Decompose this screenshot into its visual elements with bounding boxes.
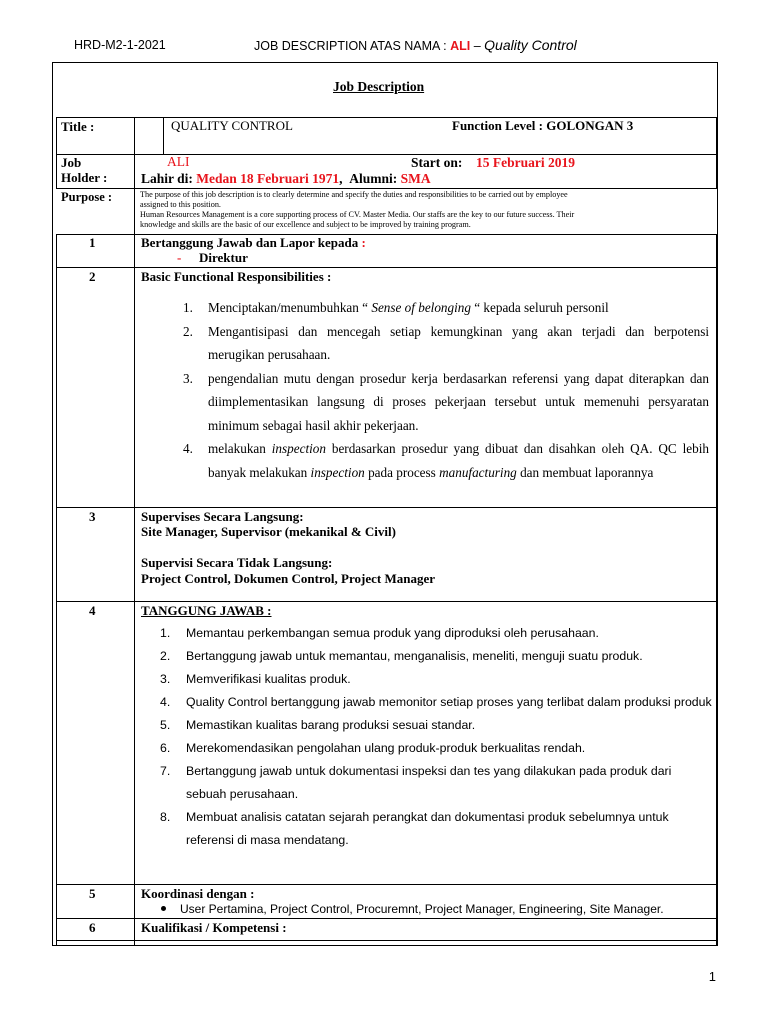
doc-code: HRD-M2-1-2021 bbox=[74, 38, 166, 52]
purpose-label: Purpose : bbox=[61, 190, 113, 204]
function-level: Function Level : GOLONGAN 3 bbox=[452, 118, 634, 133]
list-number: 5. bbox=[160, 718, 171, 732]
item-text: melakukan bbox=[208, 441, 272, 456]
section-2-title: Basic Functional Responsibilities : bbox=[141, 269, 332, 284]
header-title bbox=[254, 37, 577, 53]
item-italic: inspection bbox=[310, 464, 365, 480]
alumni-label: Alumni: bbox=[349, 171, 401, 186]
row-line-3 bbox=[56, 601, 717, 602]
row-line-5 bbox=[56, 918, 717, 919]
purpose-line-4: knowledge and skills are the basic of our excellence and subject to be improved by training program. bbox=[140, 220, 471, 229]
birth-line bbox=[141, 171, 431, 187]
row-line-6 bbox=[56, 940, 717, 941]
section-4-title: TANGGUNG JAWAB : bbox=[141, 603, 272, 618]
birth-label: Lahir di: bbox=[141, 171, 197, 186]
item-text: Quality Control bertanggung jawab memonitor setiap proses yang terlibat dalam produksi produk bbox=[186, 695, 712, 709]
section-4-list bbox=[160, 622, 715, 852]
section-4-number: 4 bbox=[89, 603, 96, 618]
row-line-1 bbox=[56, 267, 717, 268]
item-text: “ kepada seluruh personil bbox=[470, 300, 609, 315]
list-number: 6. bbox=[160, 741, 171, 755]
item-text: Membuat analisis catatan sejarah perangkat dan dokumentasi produk sebelumnya untuk referensi di masa mendatang. bbox=[186, 810, 669, 847]
list-item bbox=[163, 296, 709, 320]
item-text: Bertanggung jawab untuk memantau, menganalisis, meneliti, menguji suatu produk. bbox=[186, 649, 643, 663]
list-number: 7. bbox=[160, 764, 171, 778]
item-text: Memastikan kualitas barang produksi sesuai standar. bbox=[186, 718, 476, 732]
start-label: Start on: bbox=[411, 155, 463, 170]
list-number: 4. bbox=[160, 695, 171, 709]
section-1-dash: - bbox=[177, 250, 182, 265]
item-italic: manufacturing bbox=[439, 464, 517, 480]
purpose-text bbox=[140, 190, 712, 230]
item-text: Memverifikasi kualitas produk. bbox=[186, 672, 351, 686]
bullet-dot bbox=[161, 906, 166, 911]
list-number: 2. bbox=[183, 323, 193, 339]
section-1-number: 1 bbox=[89, 235, 96, 250]
holder-name: ALI bbox=[167, 154, 190, 169]
list-item bbox=[160, 645, 715, 668]
birth-value: Medan 18 Februari 1971 bbox=[196, 171, 340, 186]
item-text: Menciptakan/menumbuhkan “ bbox=[208, 300, 372, 315]
item-text: Bertanggung jawab untuk dokumentasi inspeksi dan tes yang dilakukan pada produk dari sebuah perusahaan. bbox=[186, 764, 672, 801]
page-header bbox=[0, 37, 768, 57]
section-5-bullet: User Pertamina, Project Control, Procuremnt, Project Manager, Engineering, Site Manager. bbox=[180, 902, 664, 916]
section-2-number: 2 bbox=[89, 269, 96, 284]
job-holder-label-2: Holder : bbox=[61, 170, 108, 185]
list-item bbox=[160, 691, 715, 714]
list-number: 4. bbox=[183, 441, 193, 456]
title-label: Title : bbox=[61, 119, 95, 134]
job-holder-label-1: Job bbox=[61, 155, 82, 170]
item-text: Memantau perkembangan semua produk yang diproduksi oleh perusahaan. bbox=[186, 626, 599, 640]
purpose-line-1: The purpose of this job description is to clearly determine and specify the duties and responsibilities to be carried out by employee bbox=[140, 190, 568, 199]
section-1-title bbox=[141, 235, 366, 251]
list-item bbox=[163, 437, 709, 484]
section-2-list bbox=[163, 296, 709, 484]
header-dash: – bbox=[470, 39, 485, 53]
list-number: 1. bbox=[183, 300, 193, 315]
section-5-number: 5 bbox=[89, 886, 96, 901]
job-holder-divider bbox=[134, 155, 135, 234]
page-number: 1 bbox=[708, 969, 716, 984]
section-3-indirect-value: Project Control, Dokumen Control, Project Manager bbox=[141, 571, 436, 586]
section-1-colon: : bbox=[361, 235, 366, 250]
item-italic: Sense of belonging bbox=[371, 300, 471, 315]
header-title-prefix: JOB DESCRIPTION ATAS NAMA : bbox=[254, 39, 451, 53]
section-6-title: Kualifikasi / Kompetensi : bbox=[141, 920, 287, 935]
list-item bbox=[160, 714, 715, 737]
section-3-indirect-label: Supervisi Secara Tidak Langsung: bbox=[141, 555, 333, 570]
list-item bbox=[160, 737, 715, 760]
item-text: Mengantisipasi dan mencegah setiap kemungkinan yang akan terjadi dan berpotensi merugikan perusahaan. bbox=[208, 323, 709, 362]
birth-comma: , bbox=[339, 171, 343, 186]
list-item bbox=[163, 367, 709, 438]
section-3-direct-value: Site Manager, Supervisor (mekanikal & Civil) bbox=[141, 524, 396, 539]
item-text: Merekomendasikan pengolahan ulang produk-produk berkualitas rendah. bbox=[186, 741, 586, 755]
row-line-2 bbox=[56, 507, 717, 508]
list-item bbox=[160, 622, 715, 645]
purpose-line-3: Human Resources Management is a core supporting process of CV. Master Media. Our staffs are the key to our future success. Their bbox=[140, 210, 575, 219]
item-text: pada process bbox=[364, 464, 440, 480]
section-1-title-text: Bertanggung Jawab dan Lapor kepada bbox=[141, 235, 362, 250]
header-name: ALI bbox=[450, 39, 471, 53]
document-heading: Job Description bbox=[333, 79, 425, 94]
start-date: 15 Februari 2019 bbox=[476, 155, 575, 170]
section-5-bullet-row bbox=[161, 902, 664, 916]
list-number: 2. bbox=[160, 649, 171, 663]
section-5-title: Koordinasi dengan : bbox=[141, 886, 255, 901]
item-text: pengendalian mutu dengan prosedur kerja berdasarkan referensi yang dapat diterapkan dan diimplementasikan langsung di proses pekerjaan tersebut untuk memenuhi persyaratan minimum sebagai hasil akhir pekerjaan. bbox=[208, 370, 709, 433]
list-item bbox=[163, 320, 709, 367]
purpose-line-2: assigned to this position. bbox=[140, 200, 221, 209]
list-number: 3. bbox=[160, 672, 171, 686]
header-role: Quality Control bbox=[484, 37, 577, 53]
item-italic: inspection bbox=[271, 441, 326, 456]
section-3-direct-label: Supervises Secara Langsung: bbox=[141, 509, 304, 524]
list-item bbox=[160, 806, 715, 852]
section-1-item: Direktur bbox=[199, 250, 248, 265]
section-3-number: 3 bbox=[89, 509, 96, 524]
title-value: QUALITY CONTROL bbox=[171, 118, 293, 133]
list-item bbox=[160, 760, 715, 806]
item-text: dan membuat laporannya bbox=[516, 464, 654, 480]
sections-col-divider bbox=[134, 234, 135, 946]
list-item bbox=[160, 668, 715, 691]
list-number: 1. bbox=[160, 626, 171, 640]
section-6-number: 6 bbox=[89, 920, 96, 935]
list-number: 8. bbox=[160, 810, 171, 824]
item-text: berdasarkan prosedur yang dibuat dan disahkan oleh QA. QC lebih banyak melakukan bbox=[208, 441, 709, 480]
list-number: 3. bbox=[183, 370, 193, 386]
alumni-value: SMA bbox=[400, 171, 431, 186]
row-line-4 bbox=[56, 884, 717, 885]
title-divider bbox=[134, 117, 164, 155]
